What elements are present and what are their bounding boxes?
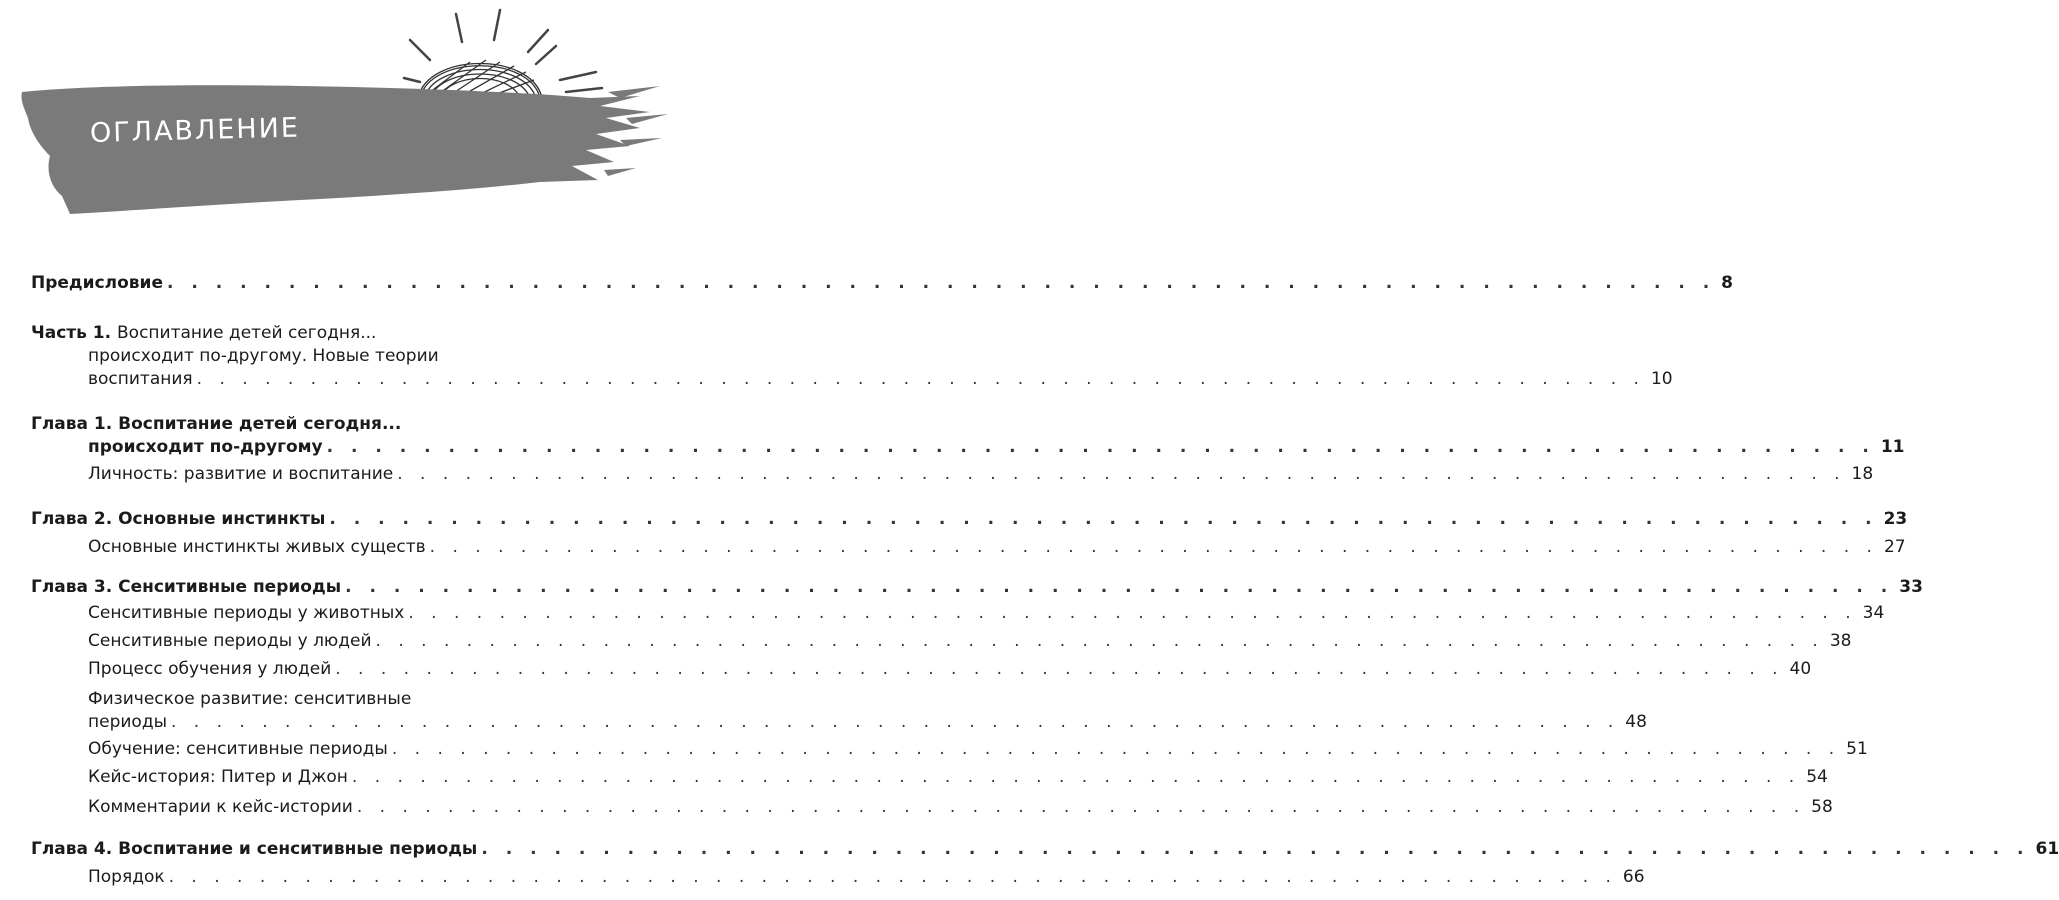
- toc-entry-label: периоды: [88, 712, 167, 732]
- toc-entry[interactable]: [88, 536, 1906, 559]
- toc-entry-title-text: Воспитание детей сегодня...: [117, 323, 377, 343]
- toc-entry[interactable]: [31, 322, 1673, 391]
- toc-entry-title-line: происходит по-другому. Новые теории: [88, 346, 439, 366]
- toc-entry[interactable]: [88, 796, 1833, 819]
- toc-entry[interactable]: [88, 630, 1852, 653]
- toc-entry[interactable]: [88, 688, 1647, 734]
- dot-leader: . . . . . . . . . . . . . . . . . . . . . . . . . . . . . . . . . . . . . . . . . . . . . . . . . . . . . . . . . . . . . . . .: [397, 464, 1846, 484]
- dot-leader: . . . . . . . . . . . . . . . . . . . . . . . . . . . . . . . . . . . . . . . . . . . . . . . . . . . . . . . . . . . . . . . .: [375, 631, 1824, 651]
- toc-page-number: 66: [1622, 867, 1645, 887]
- toc-page-number: 38: [1829, 631, 1852, 651]
- toc-entry-label: Предисловие: [31, 273, 163, 293]
- toc-entry[interactable]: [88, 463, 1874, 486]
- toc-entry[interactable]: [88, 766, 1828, 789]
- toc-page-number: 51: [1846, 739, 1868, 759]
- toc-entry-title-line: Глава 1. Воспитание детей сегодня...: [31, 414, 402, 434]
- dot-leader: . . . . . . . . . . . . . . . . . . . . . . . . . . . . . . . . . . . . . . . . . . . . . . . . . . . . . . . . . . . . . . . .: [408, 603, 1857, 623]
- toc-entry[interactable]: [88, 738, 1868, 761]
- toc-entry[interactable]: [88, 658, 1812, 681]
- dot-leader: . . . . . . . . . . . . . . . . . . . . . . . . . . . . . . . . . . . . . . . . . . . . . . . . . . . . . . . . . . . . . . . .: [481, 839, 2030, 859]
- toc-entry[interactable]: [31, 576, 1923, 599]
- dot-leader: . . . . . . . . . . . . . . . . . . . . . . . . . . . . . . . . . . . . . . . . . . . . . . . . . . . . . . . . . . . . . . . .: [326, 437, 1875, 457]
- toc-page-number: 34: [1862, 603, 1885, 623]
- toc-entry-title-line: Физическое развитие: сенситивные: [88, 689, 412, 709]
- toc-entry-label: Порядок: [88, 867, 165, 887]
- dot-leader: . . . . . . . . . . . . . . . . . . . . . . . . . . . . . . . . . . . . . . . . . . . . . . . . . . . . . . . . . . . . . . . .: [329, 509, 1878, 529]
- toc-page-number: 23: [1883, 509, 1908, 529]
- toc-entry-label: Комментарии к кейс-истории: [88, 797, 353, 817]
- page-title: ОГЛАВЛЕНИЕ: [89, 112, 301, 149]
- toc-entry-title-line: [31, 322, 577, 345]
- toc-entry-label: Личность: развитие и воспитание: [88, 464, 394, 484]
- toc-page-number: 11: [1880, 437, 1905, 457]
- dot-leader: . . . . . . . . . . . . . . . . . . . . . . . . . . . . . . . . . . . . . . . . . . . . . . . . . . . . . . . . . . . . . . . .: [429, 537, 1878, 557]
- toc-entry-label: воспитания: [88, 369, 193, 389]
- toc-entry[interactable]: [31, 272, 1734, 295]
- toc-page-number: 58: [1811, 797, 1833, 817]
- dot-leader: . . . . . . . . . . . . . . . . . . . . . . . . . . . . . . . . . . . . . . . . . . . . . . . . . . . . . . . . . . . . . . . .: [356, 797, 1806, 817]
- toc-entry[interactable]: [31, 413, 1905, 459]
- dot-leader: . . . . . . . . . . . . . . . . . . . . . . . . . . . . . . . . . . . . . . . . . . . . . . . . . . . . . . . . . . . . . . . .: [345, 577, 1894, 597]
- dot-leader: . . . . . . . . . . . . . . . . . . . . . . . . . . . . . . . . . . . . . . . . . . . . . . . . . . . . . . . . . . . . . . . .: [166, 273, 1716, 293]
- toc-entry[interactable]: [31, 838, 2059, 861]
- toc-page-number: 48: [1625, 712, 1647, 732]
- toc-page-number: 54: [1806, 767, 1828, 787]
- dot-leader: . . . . . . . . . . . . . . . . . . . . . . . . . . . . . . . . . . . . . . . . . . . . . . . . . . . . . . . . . . . . . . . .: [171, 712, 1620, 732]
- toc-entry-label: Глава 2. Основные инстинкты: [31, 509, 326, 529]
- toc-entry-label: Глава 3. Сенситивные периоды: [31, 577, 342, 597]
- toc-entry-label: происходит по-другому: [88, 437, 323, 457]
- dot-leader: . . . . . . . . . . . . . . . . . . . . . . . . . . . . . . . . . . . . . . . . . . . . . . . . . . . . . . . . . . . . . . . .: [391, 739, 1841, 759]
- toc-page-number: 27: [1883, 537, 1906, 557]
- toc-entry[interactable]: [88, 866, 1645, 889]
- toc-entry[interactable]: [31, 508, 1908, 531]
- dot-leader: . . . . . . . . . . . . . . . . . . . . . . . . . . . . . . . . . . . . . . . . . . . . . . . . . . . . . . . . . . . . . . . .: [196, 369, 1645, 389]
- toc-page-number: 33: [1899, 577, 1923, 597]
- toc-page-number: 10: [1650, 369, 1673, 389]
- dot-leader: . . . . . . . . . . . . . . . . . . . . . . . . . . . . . . . . . . . . . . . . . . . . . . . . . . . . . . . . . . . . . . . .: [351, 767, 1801, 787]
- toc-page-number: 8: [1721, 273, 1734, 293]
- dot-leader: . . . . . . . . . . . . . . . . . . . . . . . . . . . . . . . . . . . . . . . . . . . . . . . . . . . . . . . . . . . . . . . .: [168, 867, 1617, 887]
- toc-entry-label: Сенситивные периоды у людей: [88, 631, 372, 651]
- toc-entry-label: Обучение: сенситивные периоды: [88, 739, 388, 759]
- toc-entry-label: Глава 4. Воспитание и сенситивные периоды: [31, 839, 478, 859]
- toc-part-prefix: Часть 1.: [31, 323, 118, 343]
- toc-page-number: 18: [1851, 464, 1874, 484]
- toc-entry[interactable]: [88, 602, 1885, 625]
- toc-page-number: 61: [2035, 839, 2059, 859]
- toc-page-number: 40: [1789, 659, 1812, 679]
- toc-entry-label: Кейс-история: Питер и Джон: [88, 767, 348, 787]
- toc-entry-label: Сенситивные периоды у животных: [88, 603, 405, 623]
- toc-entry-label: Основные инстинкты живых существ: [88, 537, 426, 557]
- dot-leader: . . . . . . . . . . . . . . . . . . . . . . . . . . . . . . . . . . . . . . . . . . . . . . . . . . . . . . . . . . . . . . . .: [335, 659, 1784, 679]
- toc-entry-label: Процесс обучения у людей: [88, 659, 332, 679]
